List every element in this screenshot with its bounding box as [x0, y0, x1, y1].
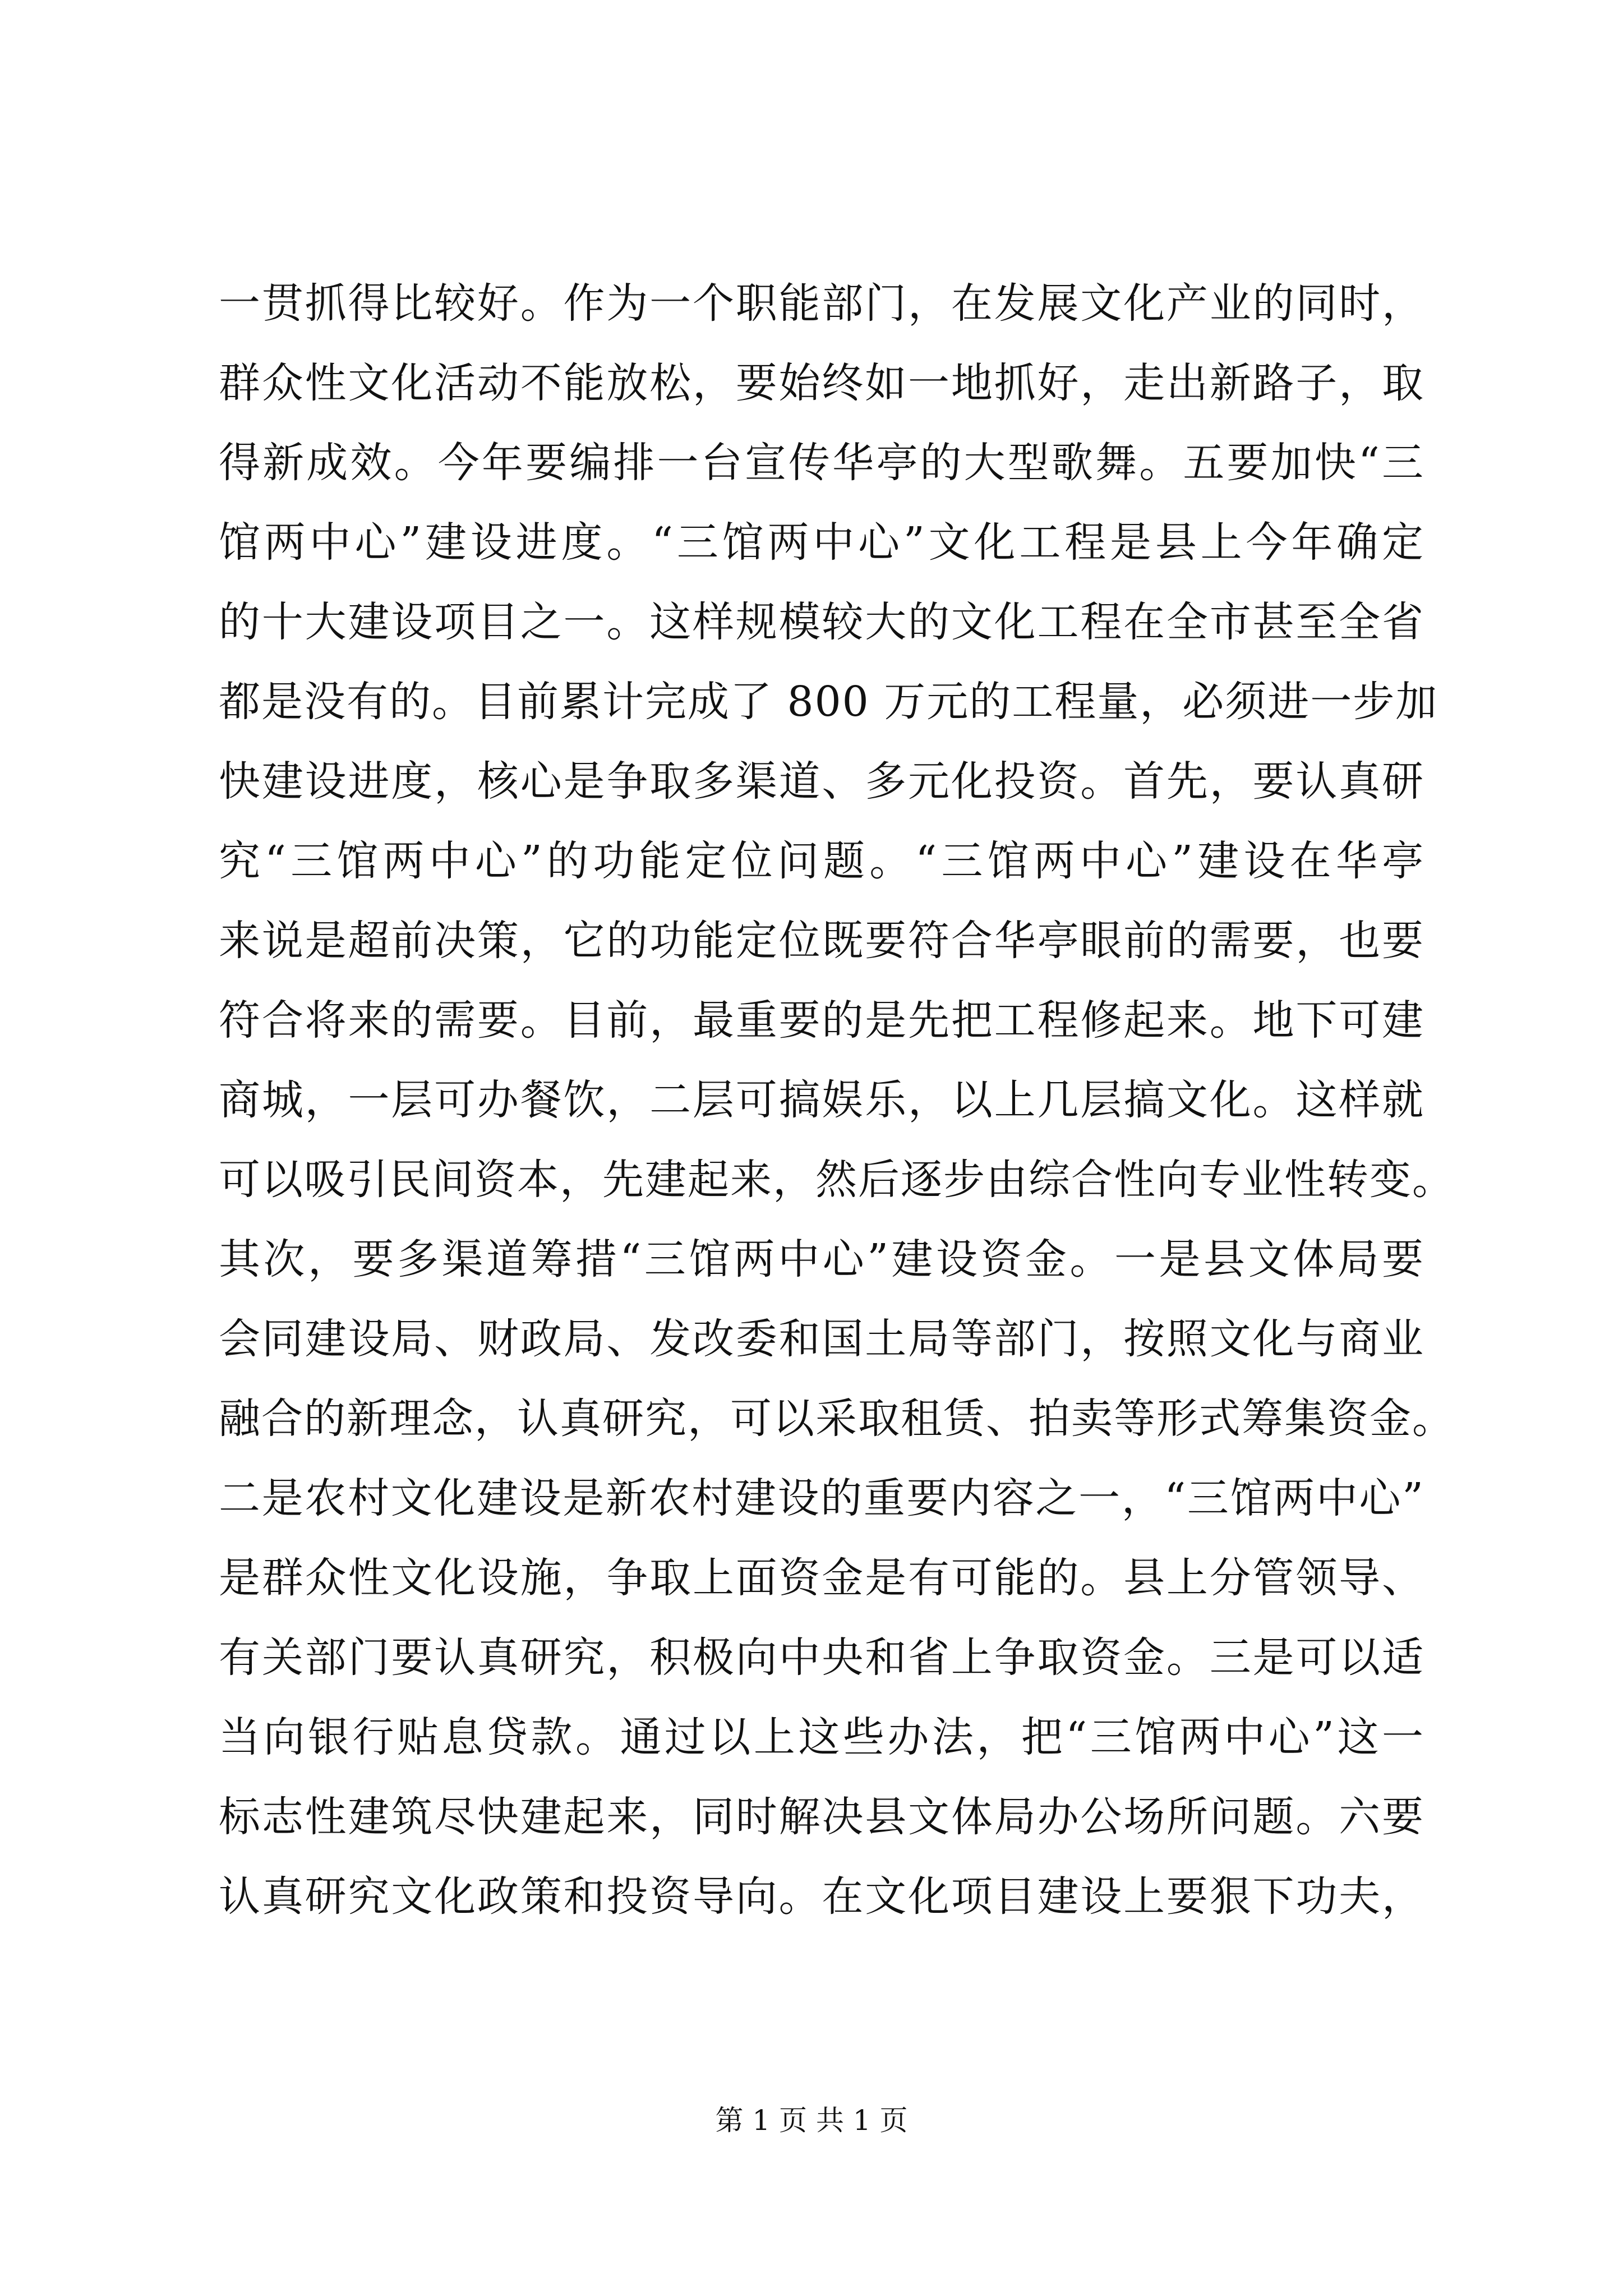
text-line: 可以吸引民间资本，先建起来，然后逐步由综合性向专业性转变。	[219, 1156, 1455, 1204]
text-line: 得新成效。今年要编排一台宣传华亭的大型歌舞。五要加快“三	[219, 439, 1424, 487]
text-line: 一贯抓得比较好。作为一个职能部门，在发展文化产业的同时，	[219, 279, 1424, 328]
text-line: 标志性建筑尽快建起来，同时解决县文体局办公场所问题。六要	[219, 1793, 1424, 1841]
text-line: 馆两中心”建设进度。“三馆两中心”文化工程是县上今年确定	[219, 518, 1424, 567]
text-line: 二是农村文化建设是新农村建设的重要内容之一，“三馆两中心”	[219, 1474, 1424, 1522]
text-line: 融合的新理念，认真研究，可以采取租赁、拍卖等形式筹集资金。	[219, 1395, 1455, 1443]
text-line: 群众性文化活动不能放松，要始终如一地抓好，走出新路子，取	[219, 359, 1424, 407]
text-line: 会同建设局、财政局、发改委和国土局等部门，按照文化与商业	[219, 1315, 1424, 1363]
text-line: 认真研究文化政策和投资导向。在文化项目建设上要狠下功夫，	[219, 1872, 1424, 1921]
text-line: 其次，要多渠道筹措“三馆两中心”建设资金。一是县文体局要	[219, 1235, 1424, 1283]
text-line: 的十大建设项目之一。这样规模较大的文化工程在全市甚至全省	[219, 598, 1424, 646]
body-text	[219, 264, 1455, 1936]
text-line: 是群众性文化设施，争取上面资金是有可能的。县上分管领导、	[219, 1554, 1424, 1602]
text-line: 快建设进度，核心是争取多渠道、多元化投资。首先，要认真研	[219, 757, 1424, 806]
text-line: 有关部门要认真研究，积极向中央和省上争取资金。三是可以适	[219, 1634, 1424, 1682]
page-footer	[0, 2101, 1623, 2140]
text-line: 商城，一层可办餐饮，二层可搞娱乐，以上几层搞文化。这样就	[219, 1076, 1424, 1124]
text-line: 究“三馆两中心”的功能定位问题。“三馆两中心”建设在华亭	[219, 837, 1424, 885]
text-line: 都是没有的。目前累计完成了 800 万元的工程量，必须进一步加	[219, 678, 1438, 726]
text-line: 符合将来的需要。目前，最重要的是先把工程修起来。地下可建	[219, 996, 1424, 1045]
text-line: 当向银行贴息贷款。通过以上这些办法，把“三馆两中心”这一	[219, 1713, 1424, 1761]
page-number-label: 第 1 页 共 1 页	[715, 2104, 908, 2137]
text-line: 来说是超前决策，它的功能定位既要符合华亭眼前的需要，也要	[219, 917, 1424, 965]
